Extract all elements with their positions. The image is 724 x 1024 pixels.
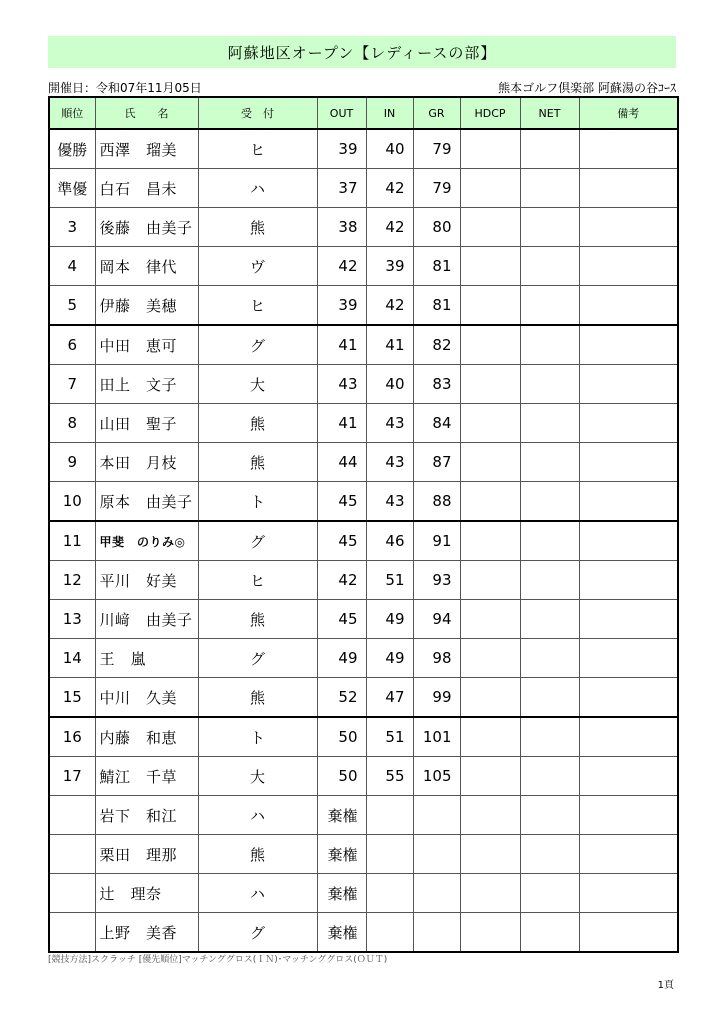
cell-name: 中川 久美 bbox=[95, 678, 198, 718]
cell-gr: 105 bbox=[413, 757, 460, 796]
cell-gr: 83 bbox=[413, 365, 460, 404]
cell-net bbox=[520, 757, 579, 796]
cell-rank: 4 bbox=[49, 247, 95, 286]
cell-rank: 15 bbox=[49, 678, 95, 718]
cell-gr bbox=[413, 835, 460, 874]
table-row bbox=[49, 169, 678, 208]
cell-name: 辻 理奈 bbox=[95, 874, 198, 913]
header-hdcp: HDCP bbox=[460, 97, 520, 129]
header-rank: 順位 bbox=[49, 97, 95, 129]
cell-net bbox=[520, 169, 579, 208]
cell-name: 甲斐 のりみ◎ bbox=[95, 521, 198, 561]
cell-net bbox=[520, 874, 579, 913]
cell-gr: 87 bbox=[413, 443, 460, 482]
cell-gr: 99 bbox=[413, 678, 460, 718]
cell-reception: ハ bbox=[198, 169, 317, 208]
cell-in: 47 bbox=[366, 678, 413, 718]
cell-out: 39 bbox=[317, 286, 366, 326]
cell-remarks bbox=[579, 874, 678, 913]
cell-out: 42 bbox=[317, 561, 366, 600]
cell-net bbox=[520, 482, 579, 522]
cell-rank: 3 bbox=[49, 208, 95, 247]
cell-gr: 80 bbox=[413, 208, 460, 247]
cell-remarks bbox=[579, 678, 678, 718]
cell-rank bbox=[49, 835, 95, 874]
cell-net bbox=[520, 639, 579, 678]
table-row bbox=[49, 443, 678, 482]
cell-reception: 熊 bbox=[198, 443, 317, 482]
cell-remarks bbox=[579, 482, 678, 522]
cell-hdcp bbox=[460, 678, 520, 718]
cell-rank: 7 bbox=[49, 365, 95, 404]
header-gr: GR bbox=[413, 97, 460, 129]
cell-out: 37 bbox=[317, 169, 366, 208]
cell-in: 51 bbox=[366, 561, 413, 600]
cell-remarks bbox=[579, 286, 678, 326]
cell-reception: グ bbox=[198, 521, 317, 561]
cell-name: 白石 昌未 bbox=[95, 169, 198, 208]
cell-hdcp bbox=[460, 874, 520, 913]
table-row bbox=[49, 639, 678, 678]
cell-in: 49 bbox=[366, 600, 413, 639]
cell-net bbox=[520, 443, 579, 482]
cell-hdcp bbox=[460, 404, 520, 443]
cell-remarks bbox=[579, 208, 678, 247]
cell-remarks bbox=[579, 521, 678, 561]
table-row bbox=[49, 286, 678, 326]
cell-reception: ヒ bbox=[198, 286, 317, 326]
cell-name: 岩下 和江 bbox=[95, 796, 198, 835]
info-row bbox=[48, 78, 676, 96]
table-row bbox=[49, 835, 678, 874]
cell-rank: 14 bbox=[49, 639, 95, 678]
cell-name: 上野 美香 bbox=[95, 913, 198, 953]
cell-hdcp bbox=[460, 365, 520, 404]
cell-reception: ハ bbox=[198, 796, 317, 835]
cell-hdcp bbox=[460, 482, 520, 522]
table-row bbox=[49, 913, 678, 953]
cell-remarks bbox=[579, 325, 678, 365]
cell-in: 42 bbox=[366, 169, 413, 208]
cell-rank bbox=[49, 913, 95, 953]
cell-hdcp bbox=[460, 717, 520, 757]
cell-hdcp bbox=[460, 796, 520, 835]
cell-out: 43 bbox=[317, 365, 366, 404]
table-row bbox=[49, 129, 678, 169]
cell-gr: 79 bbox=[413, 129, 460, 169]
cell-hdcp bbox=[460, 561, 520, 600]
page-number: 1頁 bbox=[657, 980, 674, 991]
cell-in: 43 bbox=[366, 404, 413, 443]
cell-rank: 優勝 bbox=[49, 129, 95, 169]
results-table bbox=[48, 96, 679, 953]
cell-reception: 大 bbox=[198, 365, 317, 404]
cell-in: 46 bbox=[366, 521, 413, 561]
cell-rank: 10 bbox=[49, 482, 95, 522]
cell-net bbox=[520, 561, 579, 600]
cell-remarks bbox=[579, 639, 678, 678]
cell-name: 川﨑 由美子 bbox=[95, 600, 198, 639]
table-row bbox=[49, 717, 678, 757]
cell-gr: 91 bbox=[413, 521, 460, 561]
cell-hdcp bbox=[460, 208, 520, 247]
cell-in: 49 bbox=[366, 639, 413, 678]
cell-remarks bbox=[579, 835, 678, 874]
cell-reception: グ bbox=[198, 639, 317, 678]
cell-hdcp bbox=[460, 443, 520, 482]
cell-reception: 熊 bbox=[198, 600, 317, 639]
cell-reception: 熊 bbox=[198, 208, 317, 247]
cell-remarks bbox=[579, 796, 678, 835]
cell-remarks bbox=[579, 247, 678, 286]
cell-name: 後藤 由美子 bbox=[95, 208, 198, 247]
cell-gr: 93 bbox=[413, 561, 460, 600]
cell-name: 平川 好美 bbox=[95, 561, 198, 600]
header-row bbox=[49, 97, 678, 129]
table-row bbox=[49, 247, 678, 286]
cell-net bbox=[520, 913, 579, 953]
cell-out: 50 bbox=[317, 717, 366, 757]
cell-reception: 熊 bbox=[198, 404, 317, 443]
cell-rank: 9 bbox=[49, 443, 95, 482]
cell-out: 41 bbox=[317, 325, 366, 365]
cell-remarks bbox=[579, 561, 678, 600]
cell-hdcp bbox=[460, 600, 520, 639]
cell-in bbox=[366, 913, 413, 953]
cell-net bbox=[520, 208, 579, 247]
cell-reception: グ bbox=[198, 913, 317, 953]
cell-reception: グ bbox=[198, 325, 317, 365]
cell-remarks bbox=[579, 129, 678, 169]
table-row bbox=[49, 678, 678, 718]
cell-net bbox=[520, 835, 579, 874]
table-row bbox=[49, 482, 678, 522]
cell-in bbox=[366, 835, 413, 874]
cell-out: 棄権 bbox=[317, 913, 366, 953]
cell-gr: 79 bbox=[413, 169, 460, 208]
table-row bbox=[49, 796, 678, 835]
footnote: [競技方法]スクラッチ [優先順位]マッチンググロス(ＩＮ)･マッチンググロス(ＯＵＴ) bbox=[48, 955, 388, 965]
venue-name: 熊本ゴルフ倶楽部 阿蘇湯の谷ｺｰｽ bbox=[498, 80, 676, 95]
cell-reception: ト bbox=[198, 482, 317, 522]
table-row bbox=[49, 874, 678, 913]
cell-gr: 84 bbox=[413, 404, 460, 443]
table-row bbox=[49, 325, 678, 365]
cell-name: 西澤 瑠美 bbox=[95, 129, 198, 169]
cell-name: 中田 恵可 bbox=[95, 325, 198, 365]
cell-hdcp bbox=[460, 835, 520, 874]
cell-hdcp bbox=[460, 129, 520, 169]
cell-gr: 81 bbox=[413, 286, 460, 326]
cell-hdcp bbox=[460, 521, 520, 561]
cell-out: 棄権 bbox=[317, 835, 366, 874]
cell-rank: 準優 bbox=[49, 169, 95, 208]
cell-net bbox=[520, 325, 579, 365]
cell-hdcp bbox=[460, 286, 520, 326]
cell-net bbox=[520, 365, 579, 404]
cell-reception: 大 bbox=[198, 757, 317, 796]
cell-in: 55 bbox=[366, 757, 413, 796]
cell-rank bbox=[49, 874, 95, 913]
cell-out: 38 bbox=[317, 208, 366, 247]
cell-name: 山田 聖子 bbox=[95, 404, 198, 443]
cell-net bbox=[520, 521, 579, 561]
cell-in: 40 bbox=[366, 365, 413, 404]
cell-gr: 81 bbox=[413, 247, 460, 286]
table-row bbox=[49, 561, 678, 600]
cell-name: 栗田 理那 bbox=[95, 835, 198, 874]
cell-name: 原本 由美子 bbox=[95, 482, 198, 522]
cell-rank: 6 bbox=[49, 325, 95, 365]
cell-net bbox=[520, 286, 579, 326]
cell-out: 45 bbox=[317, 521, 366, 561]
cell-gr bbox=[413, 796, 460, 835]
header-out: OUT bbox=[317, 97, 366, 129]
cell-in: 43 bbox=[366, 443, 413, 482]
cell-net bbox=[520, 717, 579, 757]
cell-hdcp bbox=[460, 913, 520, 953]
cell-gr bbox=[413, 874, 460, 913]
cell-out: 49 bbox=[317, 639, 366, 678]
cell-net bbox=[520, 796, 579, 835]
cell-in: 51 bbox=[366, 717, 413, 757]
cell-rank: 8 bbox=[49, 404, 95, 443]
cell-hdcp bbox=[460, 757, 520, 796]
cell-gr: 82 bbox=[413, 325, 460, 365]
cell-reception: ト bbox=[198, 717, 317, 757]
cell-in: 40 bbox=[366, 129, 413, 169]
header-in: IN bbox=[366, 97, 413, 129]
cell-hdcp bbox=[460, 639, 520, 678]
cell-remarks bbox=[579, 365, 678, 404]
cell-gr: 94 bbox=[413, 600, 460, 639]
cell-reception: 熊 bbox=[198, 835, 317, 874]
cell-remarks bbox=[579, 404, 678, 443]
cell-out: 39 bbox=[317, 129, 366, 169]
cell-remarks bbox=[579, 717, 678, 757]
table-row bbox=[49, 365, 678, 404]
cell-name: 本田 月枝 bbox=[95, 443, 198, 482]
cell-out: 41 bbox=[317, 404, 366, 443]
cell-name: 王 嵐 bbox=[95, 639, 198, 678]
cell-reception: ヒ bbox=[198, 129, 317, 169]
cell-net bbox=[520, 129, 579, 169]
cell-in bbox=[366, 796, 413, 835]
cell-out: 50 bbox=[317, 757, 366, 796]
cell-rank: 17 bbox=[49, 757, 95, 796]
cell-gr: 98 bbox=[413, 639, 460, 678]
header-remarks: 備考 bbox=[579, 97, 678, 129]
cell-out: 45 bbox=[317, 600, 366, 639]
cell-gr bbox=[413, 913, 460, 953]
cell-gr: 88 bbox=[413, 482, 460, 522]
cell-in: 39 bbox=[366, 247, 413, 286]
page-title: 阿蘇地区オープン【レディースの部】 bbox=[48, 36, 676, 68]
cell-out: 44 bbox=[317, 443, 366, 482]
cell-out: 棄権 bbox=[317, 796, 366, 835]
cell-reception: ヒ bbox=[198, 561, 317, 600]
cell-name: 伊藤 美穂 bbox=[95, 286, 198, 326]
cell-rank: 16 bbox=[49, 717, 95, 757]
cell-name: 田上 文子 bbox=[95, 365, 198, 404]
table-row bbox=[49, 521, 678, 561]
cell-net bbox=[520, 404, 579, 443]
cell-rank: 11 bbox=[49, 521, 95, 561]
cell-remarks bbox=[579, 757, 678, 796]
cell-gr: 101 bbox=[413, 717, 460, 757]
table-row bbox=[49, 757, 678, 796]
cell-in: 42 bbox=[366, 286, 413, 326]
cell-in: 43 bbox=[366, 482, 413, 522]
cell-out: 棄権 bbox=[317, 874, 366, 913]
cell-remarks bbox=[579, 913, 678, 953]
table-row bbox=[49, 404, 678, 443]
cell-out: 52 bbox=[317, 678, 366, 718]
cell-name: 鯖江 千草 bbox=[95, 757, 198, 796]
cell-net bbox=[520, 600, 579, 639]
table-row bbox=[49, 208, 678, 247]
cell-out: 42 bbox=[317, 247, 366, 286]
cell-out: 45 bbox=[317, 482, 366, 522]
cell-net bbox=[520, 247, 579, 286]
cell-hdcp bbox=[460, 169, 520, 208]
cell-in: 41 bbox=[366, 325, 413, 365]
cell-reception: 熊 bbox=[198, 678, 317, 718]
cell-name: 内藤 和恵 bbox=[95, 717, 198, 757]
cell-reception: ヴ bbox=[198, 247, 317, 286]
event-date: 開催日：令和07年11月05日 bbox=[48, 80, 202, 95]
cell-net bbox=[520, 678, 579, 718]
header-net: NET bbox=[520, 97, 579, 129]
header-name: 氏 名 bbox=[95, 97, 198, 129]
cell-rank: 12 bbox=[49, 561, 95, 600]
table-row bbox=[49, 600, 678, 639]
cell-reception: ハ bbox=[198, 874, 317, 913]
cell-remarks bbox=[579, 600, 678, 639]
cell-hdcp bbox=[460, 247, 520, 286]
cell-hdcp bbox=[460, 325, 520, 365]
cell-rank: 13 bbox=[49, 600, 95, 639]
cell-in: 42 bbox=[366, 208, 413, 247]
header-reception: 受 付 bbox=[198, 97, 317, 129]
cell-rank: 5 bbox=[49, 286, 95, 326]
cell-remarks bbox=[579, 169, 678, 208]
cell-remarks bbox=[579, 443, 678, 482]
cell-name: 岡本 律代 bbox=[95, 247, 198, 286]
cell-in bbox=[366, 874, 413, 913]
cell-rank bbox=[49, 796, 95, 835]
